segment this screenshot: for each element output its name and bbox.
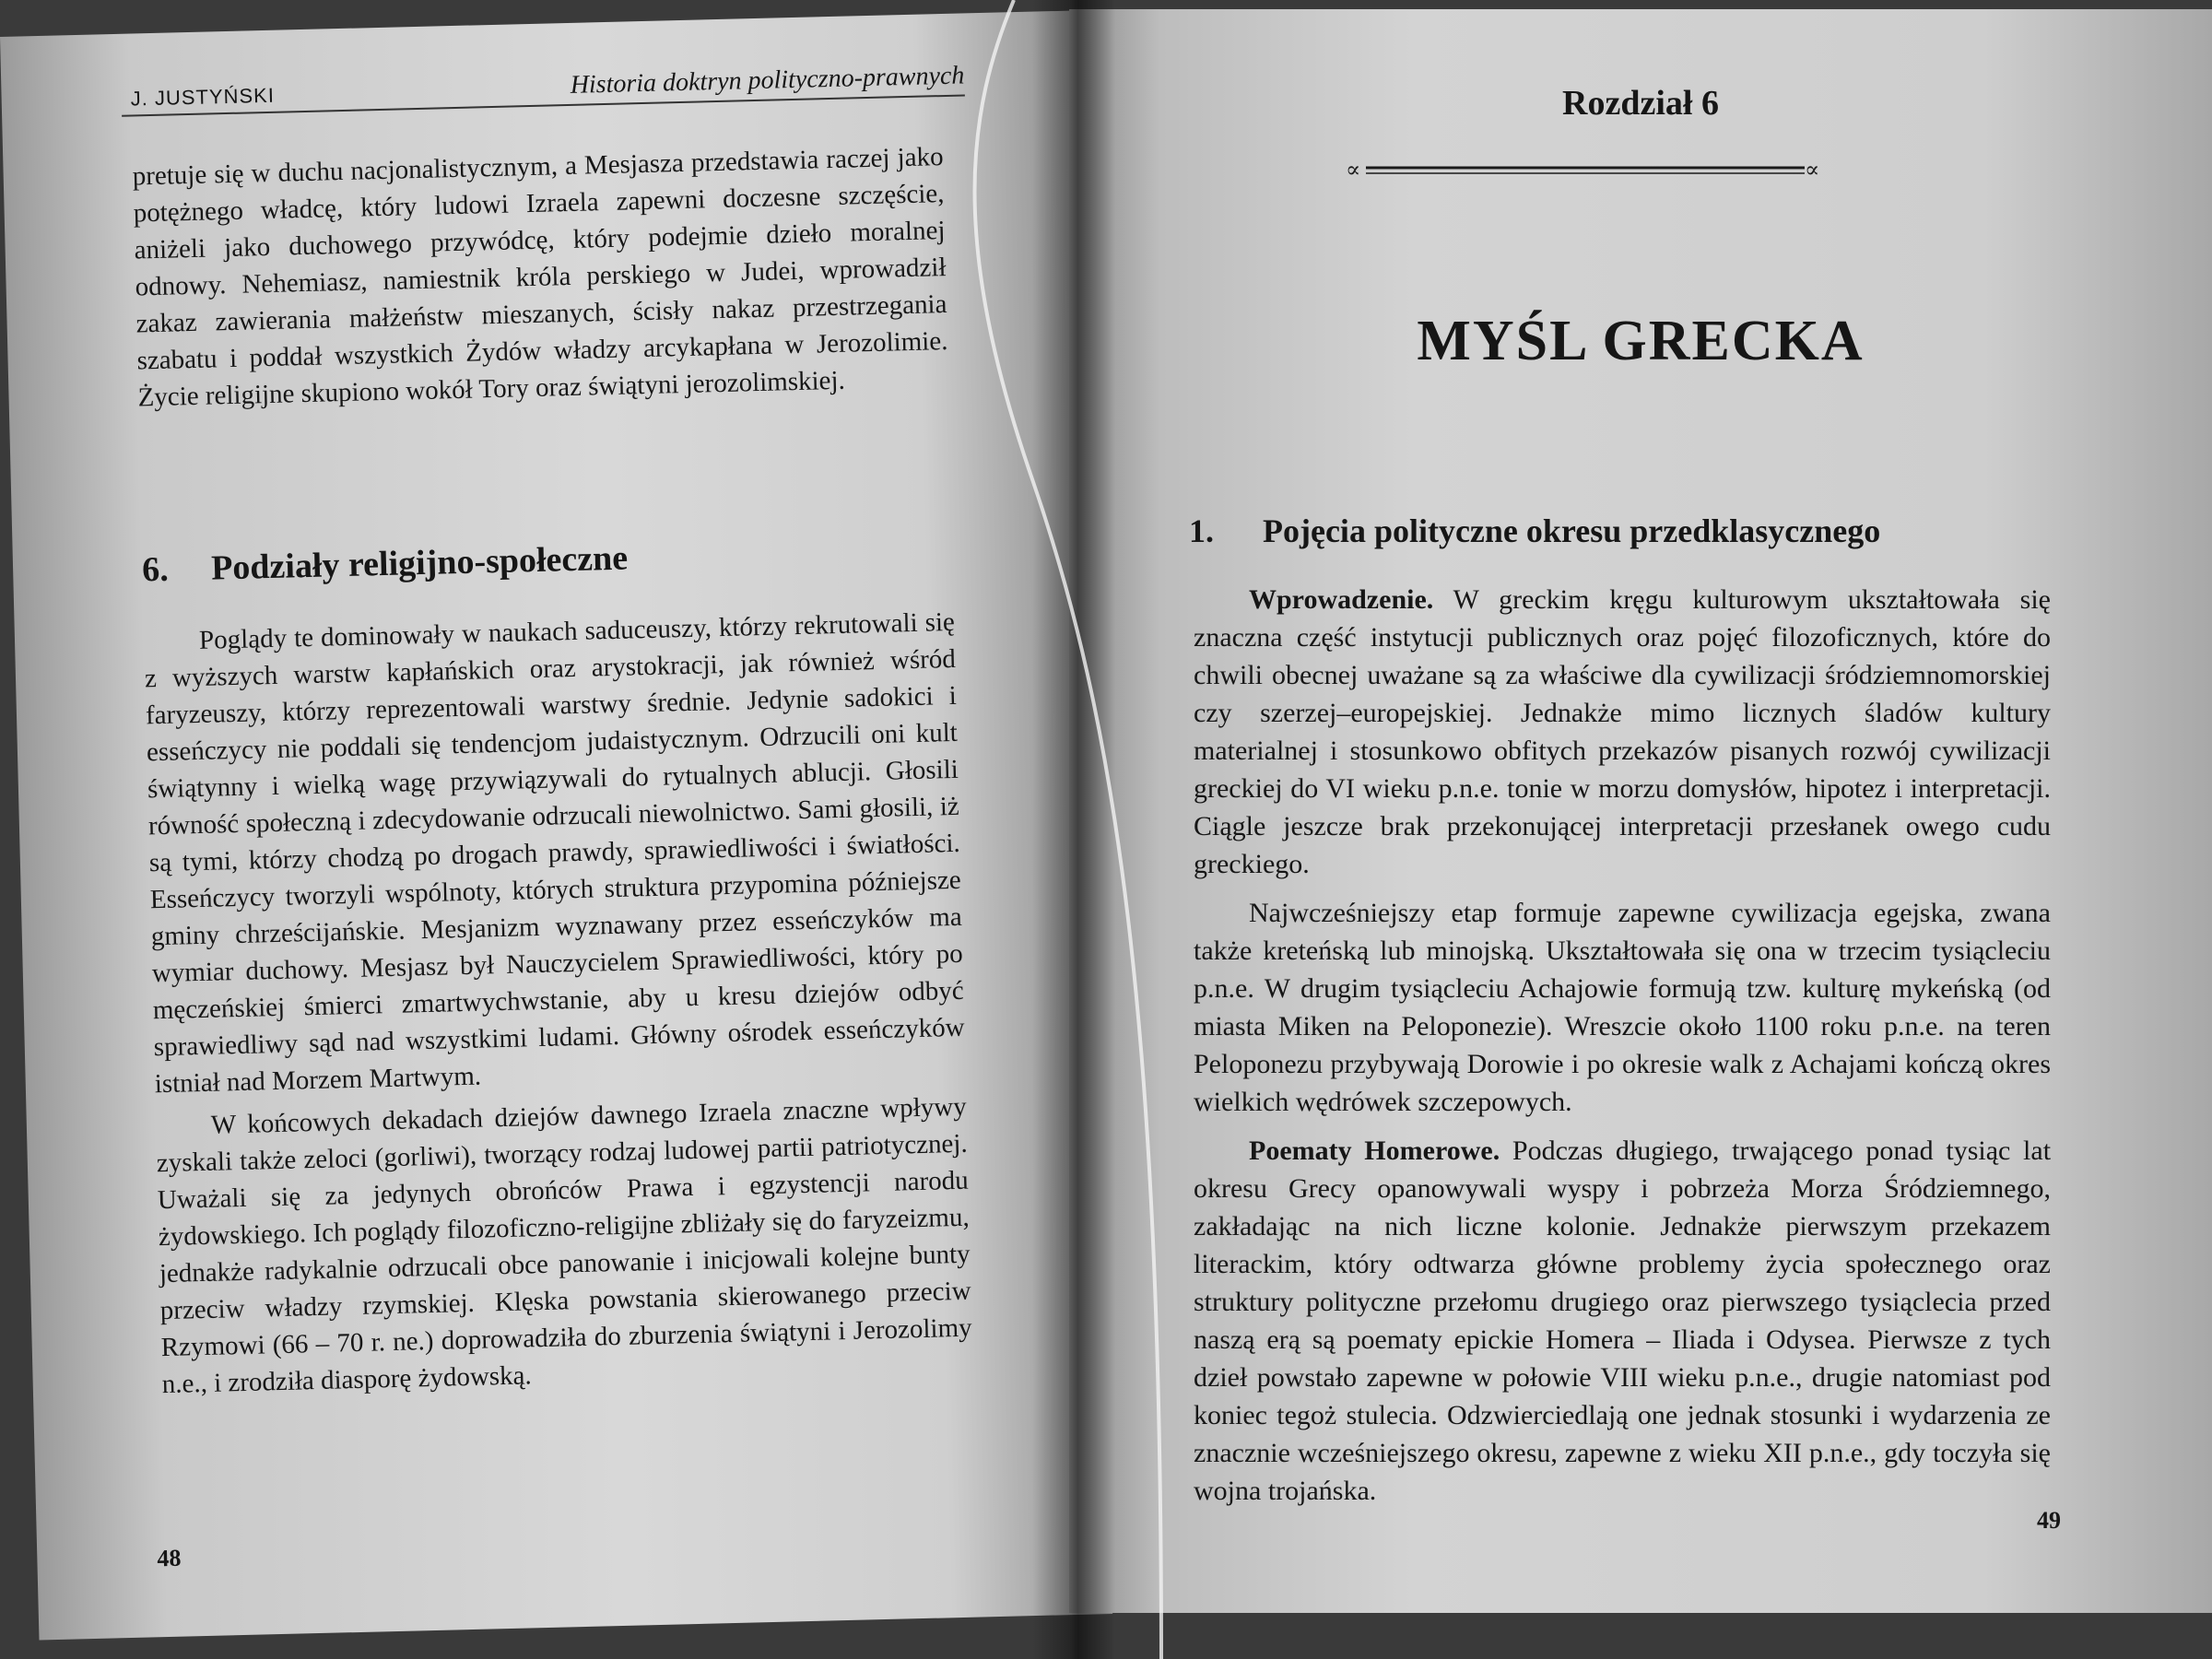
running-head: [121, 57, 965, 116]
chapter-label: Rozdział 6: [1562, 84, 1719, 123]
page-number: 48: [157, 1544, 182, 1572]
running-head-author: J. JUSTYŃSKI: [130, 83, 276, 111]
body-paragraph: Wprowadzenie. W greckim kręgu kulturowym ukształtowała się znaczna część instytucji publicznych oraz pojęć filozoficznych, które do chwili obecnej uważane są za właściwe dla cywilizacji śródziemnomorskiej czy szerzej–europejskiej. Jednakże mimo licznych śladów kultury materialnej i stosunkowo obfitych przekazów pisanych rozwój cywilizacji greckiej do VI wieku p.n.e. tonie w morzu domysłów, hipotez i interpretacji. Ciągle jeszcze brak przekonującej interpretacji przesłanek owego cudu greckiego.: [1194, 584, 2052, 879]
chapter-ornament-rule: [1346, 157, 1825, 184]
body-paragraph: Poematy Homerowe. Podczas długiego, trwającego ponad tysiąc lat okresu Grecy opanowywali wyspy i pobrzeża Morza Śródziemnego, zakładając na nich liczne kolonie. Jednakże pierwszym przekazem literackim, który odtwarza główne problemy życia społecznego oraz struktury polityczne przełomu drugiego oraz pierwszego tysiąclecia przed naszą erą są poematy epickie Homera – Iliada i Odysea. Pierwsze z tych dzieł powstało zapewne w połowie VIII wieku p.n.e., drugie natomiast pod koniec tegoż stulecia. Odzwierciedlają one jednak stosunki i wydarzenia ze znacznie wcześniejszego okresu, zapewne z wieku XII p.n.e., gdy toczyła się wojna trojańska.: [1194, 1135, 2052, 1506]
lead-term: Wprowadzenie.: [1249, 584, 1434, 615]
left-top-text: [132, 138, 949, 416]
body-paragraph: W końcowych dekadach dziejów dawnego Izraela znaczne wpływy zyskali także zeloci (gorliwi), tworzący rodzaj ludowej partii patriotycznej. Uważali się za jedynych obrońców Prawa i egzystencji narodu żydowskiego. Ich poglądy filozoficzno-religijne zbliżały się do faryzeizmu, jednakże radykalnie odrzucali obce panowanie i inicjowali kolejne bunty przeciw władzy rzymskiej. Klęska powstania skierowanego przeciw Rzymowi (66 – 70 r. ne.) doprowadziła do zburzenia świątyni i Jerozolimy n.e., i zrodziła diasporę żydowską.: [156, 1091, 972, 1400]
page-number: 49: [2037, 1507, 2061, 1534]
section-title: Pojęcia polityczne okresu przedklasycznego: [1263, 512, 1881, 549]
right-page: [1069, 9, 2212, 1613]
gutter-shadow: [1032, 0, 1115, 1659]
section-heading: [1189, 512, 1880, 550]
body-paragraph: Poglądy te dominowały w naukach saduceuszy, którzy rekrutowali się z wyższych warstw kapłańskich oraz arystokracji, jak również wśród faryzeuszy, którzy reprezentowali warstwy średnie. Jedynie sadokici i esseńczycy nie poddali się tendencjom judaistycznym. Odrzucili oni kult świątynny i wielką wagę przywiązywali do rytualnych ablucji. Głosili równość społeczną i zdecydowanie odrzucali niewolnictwo. Sami głosili, iż są tymi, którzy chodzą po drogach prawdy, sprawiedliwości i światłości. Esseńczycy tworzyli wspólnoty, których struktura przypomina późniejsze gminy chrześcijańskie. Mesjanizm wyznawany przez esseńczyków ma wymiar duchowy. Mesjasz był Nauczycielem Sprawiedliwości, który po męczeńskiej śmierci zmartwychwstanie, aby u kresu dziejów odbyć sprawiedliwy sąd nad wszystkimi ludami. Główny ośrodek esseńczyków istniał nad Morzem Martwym.: [144, 606, 965, 1100]
running-head-title: Historia doktryn polityczno-prawnych: [570, 61, 965, 100]
section-title: Podziały religijno-społeczne: [210, 538, 629, 588]
left-body-text: [144, 604, 973, 1403]
svg-text:∝: ∝: [1805, 157, 1820, 182]
lead-term: Poematy Homerowe.: [1249, 1135, 1500, 1166]
section-number: 6.: [141, 549, 170, 590]
section-number: 1.: [1189, 512, 1214, 549]
svg-text:∝: ∝: [1346, 157, 1361, 182]
top-paragraph: pretuje się w duchu nacjonalistycznym, a Mesjasza przedstawia raczej jako potężnego władcę, który ludowi Izraela zapewni doczesne szczęście, aniżeli jako duchowego przywódcę, który podejmie dzieło moralnej odnowy. Nehemiasz, namiestnik króla perskiego w Judei, wprowadził zakaz zawierania małżeństw mieszanych, ścisły nakaz przestrzegania szabatu i poddał wszystkich Żydów władzy arcykapłana w Jerozolimie. Życie religijne skupiono wokół Tory oraz świątyni jerozolimskiej.: [132, 142, 948, 413]
section-heading: [142, 538, 629, 591]
right-body-text: [1194, 581, 2051, 1510]
body-paragraph: Najwcześniejszy etap formuje zapewne cywilizacja egejska, zwana także kreteńską lub minojską. Ukształtowała się ona w trzecim tysiącleciu p.n.e. W drugim tysiącleciu Achajowie formują tzw. kulturę mykeńską (od miasta Miken na Peloponezie). Wreszcie około 1100 roku p.n.e. na teren Peloponezu przybywają Dorowie i po okresie walk z Achajami kończą okres wielkich wędrówek szczepowych.: [1194, 898, 2051, 1117]
chapter-title: MYŚL GRECKA: [1417, 310, 1865, 372]
left-page: [0, 11, 1112, 1641]
